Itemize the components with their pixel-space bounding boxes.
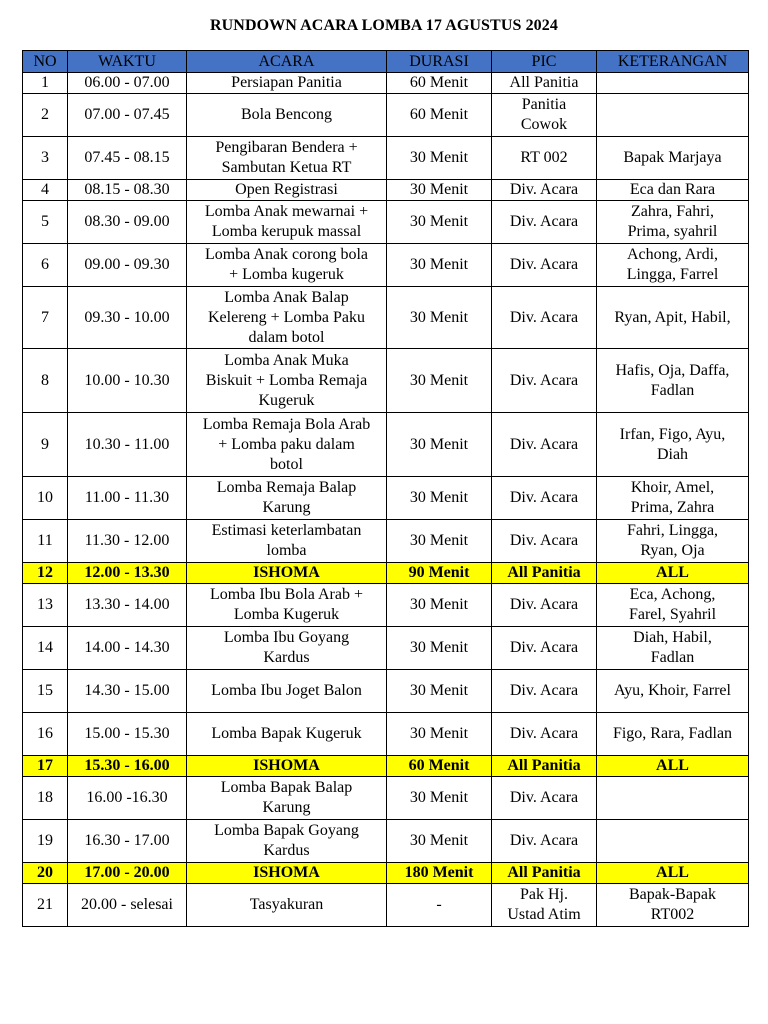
cell-pic: All Panitia	[492, 756, 597, 777]
cell-durasi: -	[387, 884, 492, 927]
cell-no: 18	[23, 777, 68, 820]
cell-keterangan: Eca dan Rara	[597, 180, 749, 201]
table-row	[23, 413, 749, 477]
cell-durasi: 180 Menit	[387, 863, 492, 884]
cell-durasi: 30 Menit	[387, 520, 492, 563]
cell-acara: Bola Bencong	[187, 94, 387, 137]
table-row	[23, 137, 749, 180]
cell-durasi: 90 Menit	[387, 563, 492, 584]
cell-no: 7	[23, 287, 68, 349]
cell-waktu: 15.30 - 16.00	[68, 756, 187, 777]
cell-no: 12	[23, 563, 68, 584]
cell-keterangan	[597, 73, 749, 94]
cell-acara: Lomba Anak mewarnai + Lomba kerupuk massal	[187, 201, 387, 244]
table-row	[23, 287, 749, 349]
cell-keterangan: Fahri, Lingga, Ryan, Oja	[597, 520, 749, 563]
cell-pic: Panitia Cowok	[492, 94, 597, 137]
cell-waktu: 10.30 - 11.00	[68, 413, 187, 477]
cell-durasi: 60 Menit	[387, 94, 492, 137]
cell-no: 8	[23, 349, 68, 413]
cell-pic: Pak Hj. Ustad Atim	[492, 884, 597, 927]
cell-keterangan: Irfan, Figo, Ayu, Diah	[597, 413, 749, 477]
cell-pic: Div. Acara	[492, 477, 597, 520]
table-row	[23, 756, 749, 777]
table-row	[23, 520, 749, 563]
cell-acara: Lomba Anak Muka Biskuit + Lomba Remaja Kugeruk	[187, 349, 387, 413]
cell-no: 15	[23, 670, 68, 713]
cell-keterangan: Eca, Achong, Farel, Syahril	[597, 584, 749, 627]
cell-pic: All Panitia	[492, 863, 597, 884]
cell-pic: Div. Acara	[492, 413, 597, 477]
cell-waktu: 08.15 - 08.30	[68, 180, 187, 201]
cell-no: 2	[23, 94, 68, 137]
header-durasi: DURASI	[387, 51, 492, 73]
cell-durasi: 60 Menit	[387, 756, 492, 777]
cell-acara: ISHOMA	[187, 863, 387, 884]
cell-waktu: 11.30 - 12.00	[68, 520, 187, 563]
cell-waktu: 09.30 - 10.00	[68, 287, 187, 349]
cell-durasi: 30 Menit	[387, 477, 492, 520]
cell-acara: Estimasi keterlambatan lomba	[187, 520, 387, 563]
cell-acara: Lomba Bapak Kugeruk	[187, 713, 387, 756]
cell-keterangan: Achong, Ardi, Lingga, Farrel	[597, 244, 749, 287]
cell-acara: Lomba Bapak Balap Karung	[187, 777, 387, 820]
cell-durasi: 30 Menit	[387, 820, 492, 863]
cell-keterangan	[597, 94, 749, 137]
cell-acara: Persiapan Panitia	[187, 73, 387, 94]
cell-waktu: 20.00 - selesai	[68, 884, 187, 927]
cell-no: 20	[23, 863, 68, 884]
cell-waktu: 11.00 - 11.30	[68, 477, 187, 520]
header-keterangan: KETERANGAN	[597, 51, 749, 73]
cell-no: 10	[23, 477, 68, 520]
table-row	[23, 820, 749, 863]
cell-acara: ISHOMA	[187, 563, 387, 584]
cell-durasi: 30 Menit	[387, 670, 492, 713]
cell-durasi: 30 Menit	[387, 349, 492, 413]
cell-keterangan: Ayu, Khoir, Farrel	[597, 670, 749, 713]
cell-keterangan: ALL	[597, 863, 749, 884]
table-row	[23, 73, 749, 94]
header-pic: PIC	[492, 51, 597, 73]
table-row	[23, 627, 749, 670]
cell-pic: Div. Acara	[492, 670, 597, 713]
cell-acara: Lomba Ibu Joget Balon	[187, 670, 387, 713]
cell-pic: Div. Acara	[492, 287, 597, 349]
cell-durasi: 30 Menit	[387, 713, 492, 756]
table-row	[23, 244, 749, 287]
cell-pic: Div. Acara	[492, 713, 597, 756]
cell-pic: Div. Acara	[492, 244, 597, 287]
table-row	[23, 349, 749, 413]
cell-no: 14	[23, 627, 68, 670]
cell-acara: Open Registrasi	[187, 180, 387, 201]
table-row	[23, 863, 749, 884]
cell-pic: RT 002	[492, 137, 597, 180]
cell-waktu: 12.00 - 13.30	[68, 563, 187, 584]
cell-keterangan: Khoir, Amel, Prima, Zahra	[597, 477, 749, 520]
cell-acara: Lomba Remaja Bola Arab + Lomba paku dalam botol	[187, 413, 387, 477]
cell-no: 19	[23, 820, 68, 863]
table-row	[23, 777, 749, 820]
cell-acara: Tasyakuran	[187, 884, 387, 927]
cell-durasi: 30 Menit	[387, 287, 492, 349]
cell-no: 5	[23, 201, 68, 244]
cell-waktu: 15.00 - 15.30	[68, 713, 187, 756]
table-row	[23, 563, 749, 584]
cell-waktu: 14.30 - 15.00	[68, 670, 187, 713]
cell-durasi: 30 Menit	[387, 137, 492, 180]
cell-pic: Div. Acara	[492, 584, 597, 627]
table-body	[23, 73, 749, 927]
table-row	[23, 884, 749, 927]
cell-keterangan: Ryan, Apit, Habil,	[597, 287, 749, 349]
cell-keterangan: Diah, Habil, Fadlan	[597, 627, 749, 670]
cell-no: 13	[23, 584, 68, 627]
cell-waktu: 14.00 - 14.30	[68, 627, 187, 670]
cell-waktu: 06.00 - 07.00	[68, 73, 187, 94]
cell-acara: Lomba Ibu Bola Arab + Lomba Kugeruk	[187, 584, 387, 627]
cell-acara: Lomba Ibu Goyang Kardus	[187, 627, 387, 670]
header-waktu: WAKTU	[68, 51, 187, 73]
cell-no: 3	[23, 137, 68, 180]
cell-keterangan: Hafis, Oja, Daffa, Fadlan	[597, 349, 749, 413]
cell-waktu: 08.30 - 09.00	[68, 201, 187, 244]
cell-durasi: 60 Menit	[387, 73, 492, 94]
header-no: NO	[23, 51, 68, 73]
cell-durasi: 30 Menit	[387, 584, 492, 627]
cell-pic: Div. Acara	[492, 627, 597, 670]
cell-waktu: 09.00 - 09.30	[68, 244, 187, 287]
cell-no: 1	[23, 73, 68, 94]
cell-no: 16	[23, 713, 68, 756]
cell-keterangan	[597, 777, 749, 820]
table-header-row	[23, 51, 749, 73]
cell-pic: All Panitia	[492, 563, 597, 584]
cell-keterangan: ALL	[597, 563, 749, 584]
table-row	[23, 201, 749, 244]
cell-keterangan: Bapak-Bapak RT002	[597, 884, 749, 927]
cell-waktu: 17.00 - 20.00	[68, 863, 187, 884]
table-row	[23, 584, 749, 627]
cell-pic: Div. Acara	[492, 520, 597, 563]
cell-waktu: 16.30 - 17.00	[68, 820, 187, 863]
cell-waktu: 07.45 - 08.15	[68, 137, 187, 180]
cell-waktu: 13.30 - 14.00	[68, 584, 187, 627]
header-acara: ACARA	[187, 51, 387, 73]
cell-no: 4	[23, 180, 68, 201]
cell-acara: Pengibaran Bendera + Sambutan Ketua RT	[187, 137, 387, 180]
cell-durasi: 30 Menit	[387, 627, 492, 670]
document-title: RUNDOWN ACARA LOMBA 17 AGUSTUS 2024	[210, 17, 558, 34]
cell-acara: Lomba Anak Balap Kelereng + Lomba Paku dalam botol	[187, 287, 387, 349]
table-row	[23, 180, 749, 201]
table-row	[23, 713, 749, 756]
table-row	[23, 94, 749, 137]
cell-keterangan: Bapak Marjaya	[597, 137, 749, 180]
cell-keterangan: Figo, Rara, Fadlan	[597, 713, 749, 756]
cell-pic: Div. Acara	[492, 180, 597, 201]
cell-durasi: 30 Menit	[387, 244, 492, 287]
rundown-table	[22, 50, 749, 927]
cell-acara: Lomba Remaja Balap Karung	[187, 477, 387, 520]
cell-waktu: 16.00 -16.30	[68, 777, 187, 820]
cell-pic: Div. Acara	[492, 777, 597, 820]
cell-pic: Div. Acara	[492, 201, 597, 244]
table-row	[23, 670, 749, 713]
cell-no: 17	[23, 756, 68, 777]
cell-no: 21	[23, 884, 68, 927]
cell-acara: Lomba Bapak Goyang Kardus	[187, 820, 387, 863]
cell-durasi: 30 Menit	[387, 413, 492, 477]
cell-pic: Div. Acara	[492, 820, 597, 863]
cell-no: 6	[23, 244, 68, 287]
cell-no: 9	[23, 413, 68, 477]
cell-acara: Lomba Anak corong bola + Lomba kugeruk	[187, 244, 387, 287]
cell-no: 11	[23, 520, 68, 563]
cell-acara: ISHOMA	[187, 756, 387, 777]
cell-waktu: 07.00 - 07.45	[68, 94, 187, 137]
cell-keterangan: Zahra, Fahri, Prima, syahril	[597, 201, 749, 244]
table-row	[23, 477, 749, 520]
cell-durasi: 30 Menit	[387, 180, 492, 201]
cell-keterangan	[597, 820, 749, 863]
cell-pic: Div. Acara	[492, 349, 597, 413]
cell-keterangan: ALL	[597, 756, 749, 777]
cell-durasi: 30 Menit	[387, 777, 492, 820]
cell-durasi: 30 Menit	[387, 201, 492, 244]
cell-pic: All Panitia	[492, 73, 597, 94]
cell-waktu: 10.00 - 10.30	[68, 349, 187, 413]
